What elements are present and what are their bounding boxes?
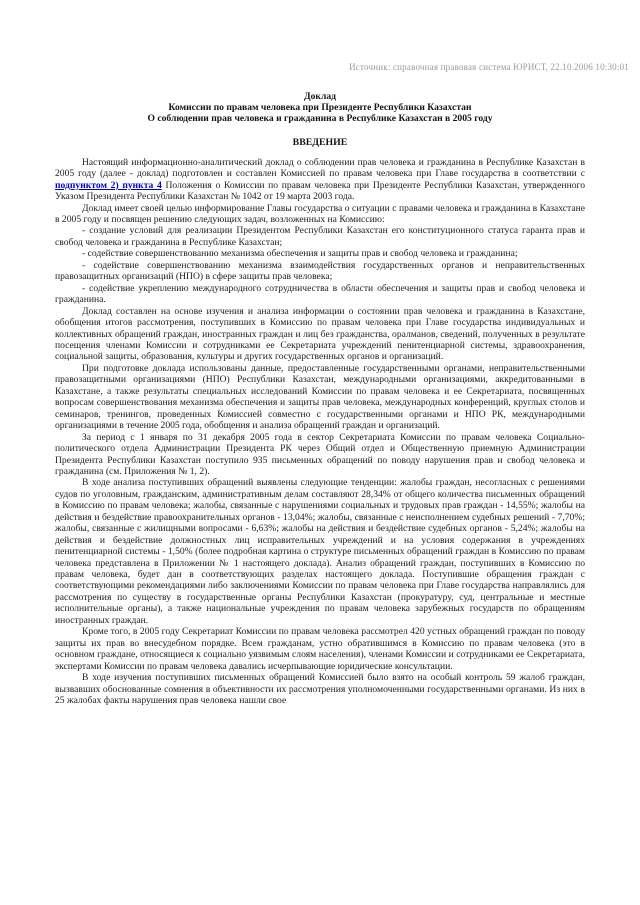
source-attribution: Источник: справочная правовая система ЮРИСТ, 22.10.2006 10:30:01 bbox=[349, 62, 629, 72]
document-title-line-1: Доклад bbox=[304, 91, 336, 102]
paragraph: За период с 1 января по 31 декабря 2005 года в сектор Секретариата Комиссии по правам человека Социально-политического отдела Администрации Президента РК через Общий отдел и Общественную приемную Администрации Президента Республики Казахстан поступило 935 письменных обращений по поводу нарушения прав и свобод человека и гражданина (см. Приложения № 1, 2). bbox=[55, 431, 585, 477]
paragraph: Кроме того, в 2005 году Секретариат Комиссии по правам человека рассмотрел 420 устных обращений граждан по поводу защиты их прав во внесудебном порядке. Всем гражданам, устно обратившимся в Комиссию по правам человека (это в основном граждане, относящиеся к социально уязвимым слоям населения), членами Комиссии и сотрудниками ее Секретариата, экспертами Комиссии по правам человека давались исчерпывающие юридические консультации. bbox=[55, 626, 585, 672]
document-title-line-3: О соблюдении прав человека и гражданина в Республике Казахстан в 2005 году bbox=[147, 112, 493, 124]
paragraph-intro-after-link: Положения о Комиссии по правам человека при Президенте Республики Казахстан, утвержденного Указом Президента Республики Казахстан № 1042 от 19 марта 2003 года. bbox=[55, 179, 586, 203]
link-subpoint-2-point-4[interactable]: подпунктом 2) пункта 4 bbox=[55, 179, 162, 191]
document-title bbox=[55, 92, 585, 125]
document-title-line-2: Комиссии по правам человека при Президенте Республики Казахстан bbox=[168, 101, 472, 113]
paragraph: В ходе изучения поступивших письменных обращений Комиссией было взято на особый контроль 59 жалоб граждан, вызвавших обоснованные сомнения в объективности их рассмотрения уполномоченными государственными органами. Из них в 25 жалобах факты нарушения прав человека нашли свое bbox=[55, 672, 585, 707]
paragraph: Доклад имеет своей целью информирование Главы государства о ситуации с правами человека и гражданина в Казахстане в 2005 году и посвящен решению следующих задач, возложенных на Комиссию: bbox=[55, 202, 585, 225]
paragraph-intro-before-link: Настоящий информационно-аналитический доклад о соблюдении прав человека и гражданина в Республике Казахстан в 2005 году (далее - доклад) подготовлен и составлен Комиссией по правам человека при Главе государства в соответствии с bbox=[55, 156, 585, 180]
paragraph: При подготовке доклада использованы данные, предоставленные государственными органами, неправительственными правозащитными организациями (НПО) Республики Казахстан, международными организациями, аккредитованными в Казахстане, а также результаты специальных исследований Комиссии по правам человека и ее Секретариата, посвященных вопросам совершенствования механизма обеспечения и защиты прав человека, международных конференций, круглых столов и семинаров, тренингов, проведенных Комиссией совместно с государственными органами и НПО РК, международными организациями в течение 2005 года, обобщения и анализа обращений граждан и организаций. bbox=[55, 362, 585, 432]
document-content bbox=[55, 92, 585, 706]
paragraph-bullet: - содействие совершенствованию механизма обеспечения и защиты прав и свобод человека и гражданина; bbox=[82, 248, 518, 260]
paragraph: В ходе анализа поступивших обращений выявлены следующие тенденции: жалобы граждан, несогласных с решениями судов по уголовным, гражданским, административным делам составляют 28,34% от общего количества письменных обращений в Комиссию по правам человека; жалобы, связанные с нарушениями социальных и трудовых прав граждан - 14,55%; жалобы на действия и бездействие правоохранительных органов - 13,04%; жалобы, связанные с неисполнением судебных решений - 7,70%; жалобы, связанные с жилищными вопросами - 6,63%; жалобы на действия и бездействие судебных органов - 5,24%; жалобы на действия и бездействие должностных лиц исправительных учреждений и на условия содержания в учреждениях пенитенциарной системы - 1,50% (более подробная картина о структуре письменных обращений граждан в Комиссию по правам человека представлена в Приложении № 1 настоящего доклада). Анализ обращений граждан, поступивших в Комиссию по правам человека, будет дан в соответствующих разделах настоящего доклада. Поступившие обращения граждан с соответствующими рекомендациями либо заключениями Комиссии по правам человека при Главе государства направлялись для рассмотрения по существу в государственные органы Республики Казахстан (прокуратуру, суд, центральные и местные исполнительные органы), а также национальные учреждения по правам человека зарубежных государств по обращениям иностранных граждан. bbox=[55, 477, 585, 626]
paragraph: Доклад составлен на основе изучения и анализа информации о состоянии прав человека и гражданина в Казахстане, обобщения итогов рассмотрения, поступивших в Комиссию по правам человека при Главе государства индивидуальных и коллективных обращений граждан, иностранных граждан и лиц без гражданства, оралманов, сведений, полученных в результате посещения членами Комиссии и сотрудниками ее Секретариата учреждений пенитенциарной системы, здравоохранения, социальной защиты, образования, культуры и других государственных органов и организаций. bbox=[55, 305, 585, 363]
paragraph-intro bbox=[55, 157, 585, 203]
paragraph-bullet: - создание условий для реализации Президентом Республики Казахстан его конституционного статуса гаранта прав и свобод человека и гражданина в Республике Казахстан; bbox=[55, 225, 585, 248]
section-heading-introduction: ВВЕДЕНИЕ bbox=[292, 136, 348, 148]
paragraph-bullet: - содействие совершенствованию механизма взаимодействия государственных органов и неправительственных правозащитных организаций (НПО) в сфере защиты прав человека; bbox=[55, 259, 585, 283]
paragraph-bullet: - содействие укреплению международного сотрудничества в области обеспечения и защиты прав и свобод человека и гражданина. bbox=[55, 282, 585, 306]
document-body bbox=[55, 157, 585, 707]
